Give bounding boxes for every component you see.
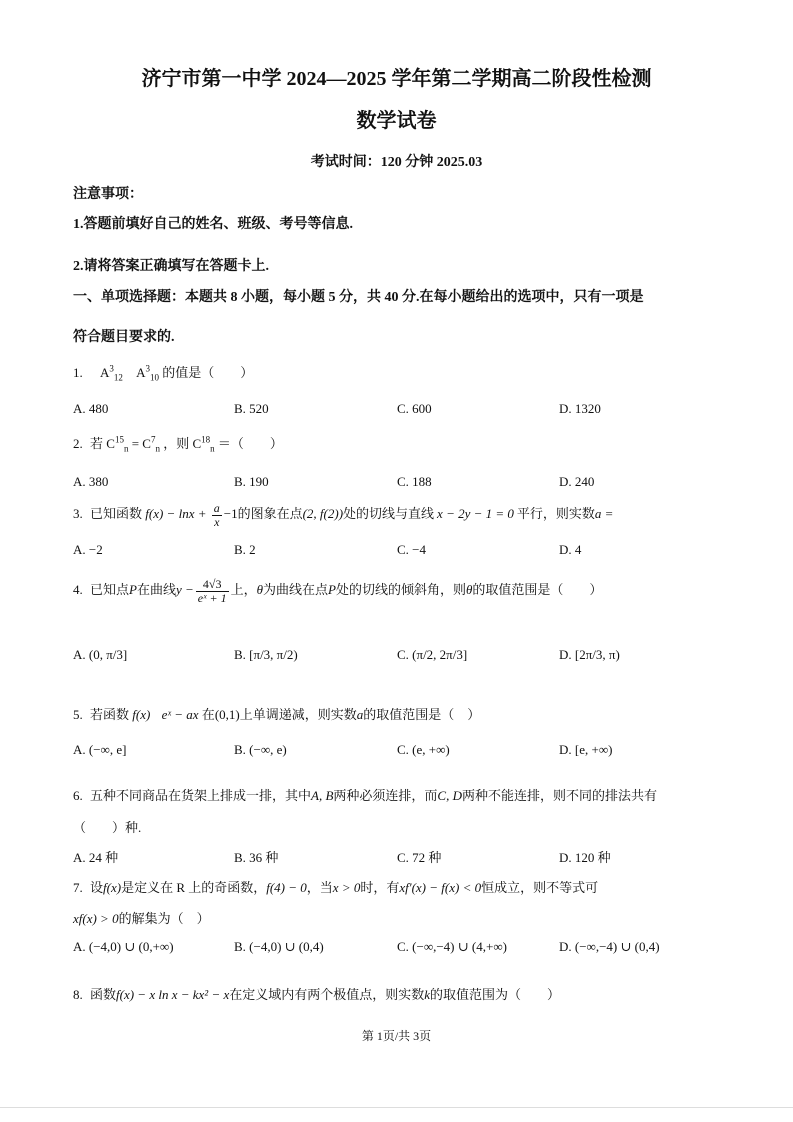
- math-expression: f(x) − lnx +: [145, 506, 207, 522]
- math-interval: (−∞,−4) ∪ (4,+∞): [412, 939, 507, 954]
- option-b[interactable]: B. 36 种: [234, 850, 279, 865]
- notes-heading: 注意事项：: [73, 187, 143, 202]
- note-item: 1.答题前填好自己的姓名、班级、考号等信息.: [73, 217, 353, 232]
- math-expression: $A^3_{12}$ $A^3_{10}$: [100, 363, 160, 383]
- math-interval: (−4,0) ∪ (0,+∞): [88, 939, 174, 954]
- option-b[interactable]: B. 2: [234, 542, 256, 557]
- math-expression: f(x): [132, 707, 151, 722]
- exam-title: 济宁市第一中学 2024—2025 学年第二学期高二阶段性检测: [141, 68, 652, 90]
- option-d[interactable]: D. 1320: [559, 401, 601, 416]
- option-a[interactable]: A. 380: [73, 474, 109, 489]
- math-expression: y −: [175, 582, 194, 598]
- math-interval: (−∞, e]: [88, 742, 127, 757]
- math-interval: (e, +∞): [412, 742, 450, 757]
- option-c[interactable]: C. (−∞,−4) ∪ (4,+∞): [397, 939, 507, 954]
- option-a[interactable]: A. 480: [73, 401, 109, 416]
- option-a[interactable]: A. (0, π/3]: [73, 647, 128, 662]
- math-expression: f(x) − x ln x − kx² − x: [116, 987, 230, 1002]
- question-6-cont: （ ）种.: [73, 820, 142, 835]
- math-expression: xf′(x) − f(x) < 0: [399, 880, 482, 895]
- math-expression: (2, f(2)): [302, 506, 344, 522]
- page-divider: [0, 1107, 793, 1108]
- section-heading-cont: 符合题目要求的.: [73, 330, 175, 345]
- math-interval: [e, +∞): [574, 742, 613, 757]
- math-expression: xf(x) > 0: [73, 911, 119, 926]
- question-8: 8. 函数f(x) − x ln x − kx² − x在定义域内有两个极值点，则实数k的取值范围为（ ）: [73, 987, 561, 1002]
- math-interval: [2π/3, π): [574, 647, 620, 662]
- math-expression: $C^{15}_n = C^7_n$: [106, 434, 160, 454]
- math-expression: eˣ − ax: [161, 707, 199, 722]
- option-b[interactable]: B. [π/3, π/2): [234, 647, 298, 662]
- question-stem: 的值是（ ）: [162, 365, 254, 380]
- question-5: 5. 若函数 f(x) eˣ − ax 在(0,1)上单调递减，则实数a的取值范围是（ ）: [73, 707, 481, 722]
- option-c[interactable]: C. 600: [397, 401, 432, 416]
- option-b[interactable]: B. 520: [234, 401, 269, 416]
- question-number: 7.: [73, 880, 83, 895]
- option-c[interactable]: C. (e, +∞): [397, 742, 450, 757]
- question-6: 6. 五种不同商品在货架上排成一排，其中A, B两种必须连排，而C, D两种不能连排，则不同的排法共有: [73, 788, 657, 803]
- option-c[interactable]: C. −4: [397, 542, 427, 557]
- question-number: 4.: [73, 582, 83, 598]
- option-a[interactable]: A. (−4,0) ∪ (0,+∞): [73, 939, 174, 954]
- question-number: 1.: [73, 365, 83, 380]
- math-expression: x − 2y − 1 = 0: [437, 506, 514, 522]
- option-c[interactable]: C. 72 种: [397, 850, 442, 865]
- question-4: 4. 已知点P在曲线y − $\frac{4√3}{\text{eˣ + 1}}$ 上，θ为曲线在点P处的切线的倾斜角，则θ的取值范围是（ ）: [73, 577, 603, 605]
- math-fraction: $\frac{a}{x}$: [213, 501, 220, 529]
- option-c[interactable]: C. (π/2, 2π/3]: [397, 647, 468, 662]
- page-number: 第 1页/共 3页: [361, 1029, 432, 1043]
- question-1: [73, 362, 253, 383]
- option-d[interactable]: D. [e, +∞): [559, 742, 613, 757]
- question-number: 5.: [73, 707, 83, 722]
- option-a[interactable]: A. (−∞, e]: [73, 742, 127, 757]
- option-d[interactable]: D. 240: [559, 474, 595, 489]
- option-b[interactable]: B. (−4,0) ∪ (0,4): [234, 939, 324, 954]
- option-b[interactable]: B. 190: [234, 474, 269, 489]
- question-number: 2.: [73, 436, 83, 451]
- exam-info: 考试时间：120 分钟 2025.03: [310, 155, 483, 170]
- subject-title: 数学试卷: [356, 110, 437, 132]
- math-interval: (−∞, e): [249, 742, 287, 757]
- option-a[interactable]: A. 24 种: [73, 850, 119, 865]
- question-7-cont: xf(x) > 0的解集为（ ）: [73, 911, 210, 926]
- option-b[interactable]: B. (−∞, e): [234, 742, 287, 757]
- math-expression: a =: [594, 506, 614, 522]
- section-heading: 一、单项选择题：本题共 8 小题，每小题 5 分，共 40 分.在每小题给出的选项中，只有一项是: [73, 290, 644, 305]
- option-d[interactable]: D. 4: [559, 542, 582, 557]
- math-interval: (−4,0) ∪ (0,4): [249, 939, 324, 954]
- option-d[interactable]: D. (−∞,−4) ∪ (0,4): [559, 939, 660, 954]
- option-d[interactable]: D. 120 种: [559, 850, 611, 865]
- question-2: 2. 若 $C^{15}_n = C^7_n$ ，则 $C^{18}_n$ ＝（ ）: [73, 434, 283, 454]
- math-interval: (π/2, 2π/3]: [412, 647, 468, 662]
- math-interval: [π/3, π/2): [249, 647, 298, 662]
- math-expression: $C^{18}_n$: [192, 434, 215, 454]
- math-interval: (−∞,−4) ∪ (0,4): [574, 939, 660, 954]
- math-interval: (0,1): [214, 707, 240, 722]
- option-a[interactable]: A. −2: [73, 542, 103, 557]
- question-number: 3.: [73, 506, 83, 522]
- option-d[interactable]: D. [2π/3, π): [559, 647, 620, 662]
- question-number: 6.: [73, 788, 83, 803]
- option-c[interactable]: C. 188: [397, 474, 432, 489]
- question-3: 3. 已知函数 f(x) − lnx + $\frac{a}{x}$ −1的图象在点(2, f(2))处的切线与直线 x − 2y − 1 = 0 平行，则实数a =: [73, 501, 614, 529]
- math-fraction: $\frac{4√3}{\text{eˣ + 1}}$: [197, 577, 227, 605]
- question-number: 8.: [73, 987, 83, 1002]
- question-7: 7. 设f(x)是定义在 R 上的奇函数，f(4) − 0，当x > 0时，有xf′(x) − f(x) < 0恒成立，则不等式可: [73, 880, 599, 895]
- note-item: 2.请将答案正确填写在答题卡上.: [73, 259, 269, 274]
- math-interval: (0, π/3]: [88, 647, 128, 662]
- math-expression: f(4) − 0: [266, 880, 307, 895]
